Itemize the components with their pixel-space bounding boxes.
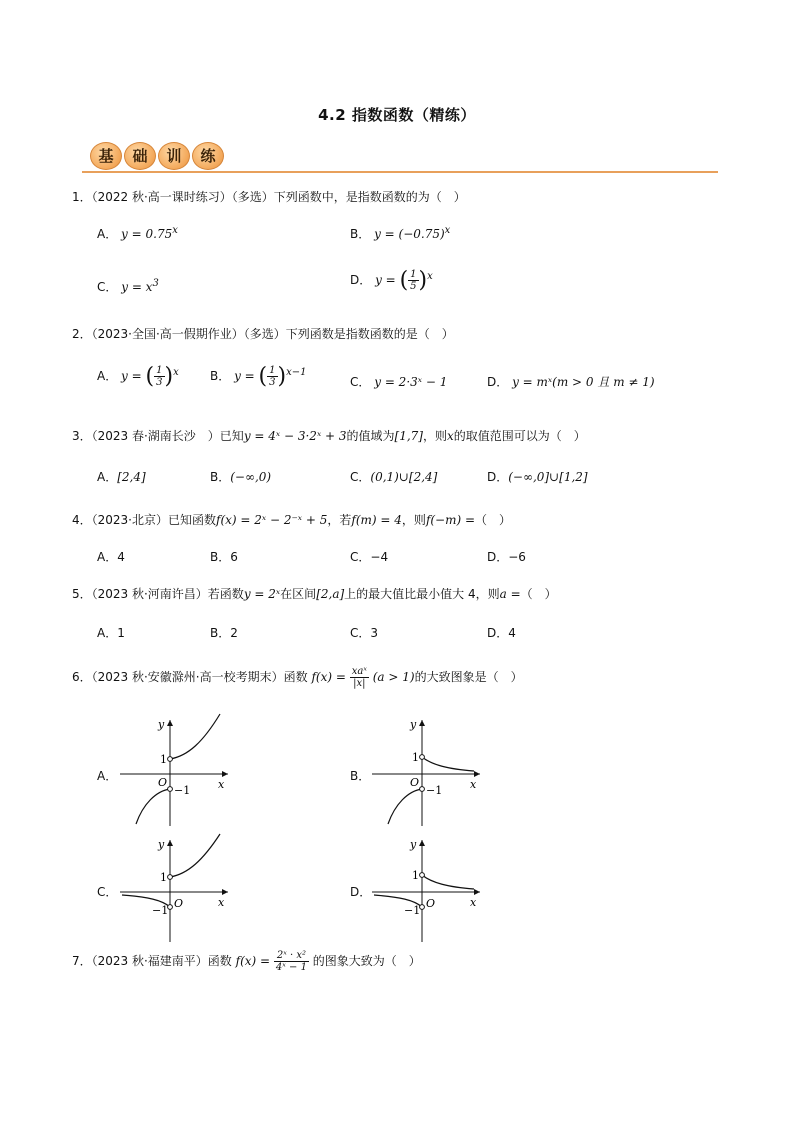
axis-label-x: x <box>470 778 477 791</box>
q2-option-a[interactable]: A． y = ( $\frac{1}{3}$ )$^x$ <box>97 364 179 389</box>
tick-label: −1 <box>152 904 169 917</box>
option-expr: −4 <box>370 550 389 564</box>
section-divider <box>82 171 718 173</box>
option-expr: y = <box>234 369 255 383</box>
option-expr: 2 <box>230 626 238 640</box>
option-label: C． <box>350 626 371 640</box>
section-badge <box>90 142 224 170</box>
stem-text: 5．（2023 秋·河南许昌）若函数 <box>72 587 244 601</box>
q6-option-c-label[interactable]: C． <box>97 885 118 899</box>
stem-text: ，则 <box>422 429 447 443</box>
stem-text: 的大致图象是（ ） <box>414 670 523 684</box>
origin-label: O <box>174 897 184 910</box>
stem-text: ，则 <box>401 513 426 527</box>
option-exponent: 3 <box>152 278 159 289</box>
q3-option-d[interactable] <box>487 468 588 485</box>
badge-char: 练 <box>192 142 224 170</box>
option-label: A． <box>97 626 118 640</box>
stem-text: 7．（2023 秋·福建南平）函数 <box>72 954 232 968</box>
stem-formula: f(x) = <box>311 670 346 684</box>
option-label: B． <box>210 550 231 564</box>
origin-label: O <box>426 897 436 910</box>
option-expr: y = 2·3ˣ − 1 <box>374 375 448 389</box>
option-label: A． <box>97 227 118 241</box>
option-expr: y = 0.75 <box>121 227 173 241</box>
option-label: B． <box>210 626 231 640</box>
option-expr: (−∞,0]∪[1,2] <box>508 470 588 484</box>
stem-text: 3．（2023 春·湖南长沙 ）已知 <box>72 429 244 443</box>
stem-formula: y = 2ˣ <box>243 587 281 601</box>
stem-text: 的取值范围可以为（ ） <box>453 429 586 443</box>
option-expr: 4 <box>117 550 125 564</box>
q3-option-b[interactable] <box>210 468 271 485</box>
q2-option-d[interactable] <box>487 373 655 390</box>
option-expr: y = <box>121 369 142 383</box>
option-label: A． <box>97 550 118 564</box>
origin-label: O <box>410 776 420 789</box>
fraction-denominator: 3 <box>156 377 163 388</box>
q6-graph-b[interactable] <box>370 712 490 828</box>
axis-label-y: y <box>410 838 417 851</box>
stem-formula: f(m) = 4 <box>351 513 402 527</box>
stem-text: （ ） <box>475 513 512 527</box>
option-label: A． <box>97 369 118 383</box>
fraction-denominator: |x| <box>353 678 366 689</box>
option-expr: 3 <box>370 626 379 640</box>
option-label: C． <box>97 280 118 294</box>
stem-text: 在区间 <box>280 587 317 601</box>
fraction <box>267 365 277 388</box>
option-label: B． <box>350 227 371 241</box>
axis-label-x: x <box>218 778 225 791</box>
stem-formula: f(x) = 2ˣ − 2⁻ˣ + 5 <box>216 513 328 527</box>
fraction <box>408 269 418 292</box>
fraction-numerator: 1 <box>156 365 163 376</box>
question-2-stem: 2．（2023·全国·高一假期作业）（多选）下列函数是指数函数的是（ ） <box>72 327 454 341</box>
fraction-numerator: 2ˣ · x² <box>274 950 309 962</box>
question-6-stem <box>72 666 523 689</box>
tick-label: −1 <box>174 784 191 797</box>
stem-text: 4．（2023·北京）已知函数 <box>72 513 216 527</box>
tick-label: 1 <box>160 753 167 766</box>
option-exponent: x <box>172 225 178 236</box>
option-expr: y = mˣ(m > 0 且 m ≠ 1) <box>512 375 655 389</box>
q6-option-b-label[interactable]: B． <box>350 769 371 783</box>
q6-graph-c[interactable] <box>118 832 238 944</box>
axis-label-x: x <box>470 896 477 909</box>
stem-text: 的图象大致为（ ） <box>312 954 421 968</box>
option-label: C． <box>350 550 371 564</box>
option-label: A． <box>97 470 118 484</box>
option-label: D． <box>487 626 509 640</box>
option-expr: y = (−0.75) <box>374 227 445 241</box>
stem-formula: (a > 1) <box>372 670 415 684</box>
stem-formula: y = 4ˣ − 3·2ˣ + 3 <box>243 429 347 443</box>
q3-option-a[interactable] <box>97 468 146 485</box>
stem-formula: f(−m) = <box>425 513 476 527</box>
badge-char: 基 <box>90 142 122 170</box>
option-expr: −6 <box>508 550 526 564</box>
stem-text: ，若 <box>327 513 352 527</box>
option-expr: (0,1)∪[2,4] <box>370 470 438 484</box>
stem-text: 上的最大值比最小值大 4，则 <box>344 587 500 601</box>
question-5-stem <box>72 585 557 602</box>
option-label: D． <box>487 470 509 484</box>
option-expr: 1 <box>117 626 125 640</box>
option-label: C． <box>350 470 371 484</box>
fraction-denominator: 4ˣ − 1 <box>275 962 307 973</box>
tick-label: 1 <box>412 869 419 882</box>
stem-text: 6．（2023 秋·安徽滁州·高一校考期末）函数 <box>72 670 308 684</box>
option-expr: [2,4] <box>117 470 146 484</box>
option-label: B． <box>210 470 231 484</box>
stem-text: （ ） <box>520 587 557 601</box>
q4-option-c[interactable] <box>350 548 388 565</box>
fraction <box>350 666 369 689</box>
option-label: D． <box>487 375 509 389</box>
question-3-stem <box>72 427 586 444</box>
q5-option-d[interactable] <box>487 624 516 641</box>
option-exponent: x <box>173 367 179 378</box>
page-title: 4.2 指数函数（精练） <box>318 106 476 124</box>
q5-option-b[interactable] <box>210 624 238 641</box>
fraction-denominator: 3 <box>269 377 276 388</box>
stem-formula: x <box>447 429 454 443</box>
option-label: D． <box>487 550 509 564</box>
badge-char: 训 <box>158 142 190 170</box>
axis-label-y: y <box>158 838 165 851</box>
q4-option-a[interactable] <box>97 548 125 565</box>
stem-formula: a = <box>499 587 521 601</box>
option-expr: 4 <box>508 626 516 640</box>
option-expr: (−∞,0) <box>230 470 272 484</box>
stem-text: 的值域为 <box>346 429 395 443</box>
option-expr: y = <box>375 273 396 287</box>
option-label: B． <box>210 369 231 383</box>
q6-graph-d[interactable] <box>370 832 490 944</box>
q3-option-c[interactable] <box>350 468 437 485</box>
tick-label: −1 <box>404 904 421 917</box>
q4-option-b[interactable] <box>210 548 238 565</box>
q1-option-b[interactable] <box>350 225 450 242</box>
option-expr: 6 <box>230 550 238 564</box>
badge-char: 础 <box>124 142 156 170</box>
option-expr: y = x <box>121 280 153 294</box>
question-4-stem <box>72 511 511 528</box>
axis-label-y: y <box>410 718 417 731</box>
q1-option-a[interactable] <box>97 225 178 242</box>
fraction-numerator: 1 <box>410 269 417 280</box>
q2-option-b[interactable]: B． y = ( $\frac{1}{3}$ )$^{x-1}$ <box>210 364 307 389</box>
stem-formula: [1,7] <box>394 429 423 443</box>
option-exponent: x−1 <box>286 367 307 378</box>
question-7-stem <box>72 950 421 973</box>
option-label: D． <box>350 273 372 287</box>
fraction-numerator: 1 <box>269 365 276 376</box>
q4-option-d[interactable] <box>487 548 526 565</box>
tick-label: −1 <box>426 784 443 797</box>
q2-option-c[interactable] <box>350 373 447 390</box>
q5-option-a[interactable] <box>97 624 125 641</box>
q5-option-c[interactable] <box>350 624 378 641</box>
fraction-numerator: xaˣ <box>351 666 367 677</box>
q1-option-d[interactable]: D． y = ( $\frac{1}{5}$ )$^x$ <box>350 268 433 293</box>
stem-formula: f(x) = <box>235 954 271 968</box>
fraction <box>274 950 309 973</box>
stem-formula: [2,a] <box>316 587 345 601</box>
q6-option-a-label[interactable]: A． <box>97 769 118 783</box>
tick-label: 1 <box>160 871 167 884</box>
q6-option-d-label[interactable]: D． <box>350 885 372 899</box>
question-1-stem: 1．（2022 秋·高一课时练习）（多选）下列函数中，是指数函数的为（ ） <box>72 190 466 204</box>
q6-graph-a[interactable] <box>118 712 238 828</box>
option-label: C． <box>350 375 371 389</box>
fraction <box>154 365 164 388</box>
fraction-denominator: 5 <box>410 281 417 292</box>
axis-label-y: y <box>158 718 165 731</box>
tick-label: 1 <box>412 751 419 764</box>
option-exponent: x <box>427 271 433 282</box>
axis-label-x: x <box>218 896 225 909</box>
origin-label: O <box>158 776 168 789</box>
q1-option-c[interactable] <box>97 278 159 295</box>
option-exponent: x <box>444 225 451 236</box>
